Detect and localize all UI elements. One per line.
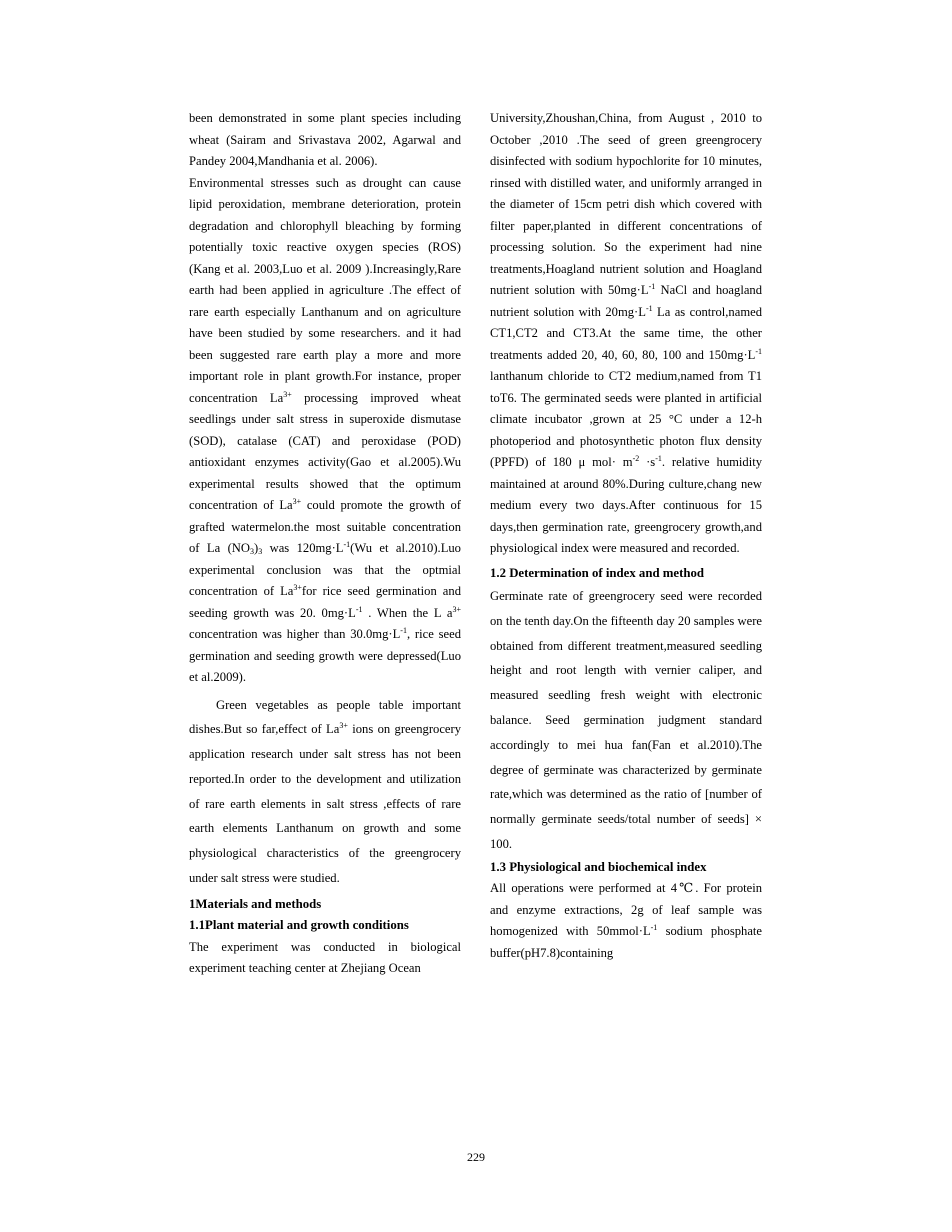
paragraph-germination-rate: Germinate rate of greengrocery seed were recorded on the tenth day.On the fifteenth day 20 samples were obtained from different treatment,measured seedling height and root length with vernier caliper, and measured seedling fresh weight with electronic balance. Seed germination judgment standard accordingly to mei hua fan(Fan et al.2010).The degree of germinate was characterized by germinate rate,which was determined as the ratio of [number of normally germinate seeds/total number of seeds] × 100. [490,589,762,851]
heading-materials-methods: 1Materials and methods [189,896,322,911]
right-column [490,108,762,964]
heading-plant-material: 1.1Plant material and growth conditions [189,918,409,933]
paragraph-experiment-location: The experiment was conducted in biological experiment teaching center at Zhejiang Ocean [189,939,461,976]
page-number: 229 [467,1150,485,1164]
paragraph-operations: All operations were performed at 4℃. For protein and enzyme extractions, 2g of leaf sample was homogenized with $50mmol\cdot L^{-1}$ sodium phosphate buffer(pH7.8)containing [490,881,762,960]
paragraph-intro-continued: been demonstrated in some plant species including wheat (Sairam and Srivastava 2002, Agarwal and Pandey 2004,Mandhania et al. 2006). [189,111,461,168]
left-column [189,108,461,980]
heading-determination-index: 1.2 Determination of index and method [490,565,704,580]
paragraph-environmental-stress: Environmental stresses such as drought can cause lipid peroxidation, membrane deterioration, protein degradation and chlorophyll bleaching by forming potentially toxic reactive oxygen species (ROS) (Kang et al. 2003,Luo et al. 2009 ).Increasingly,Rare earth had been applied in agriculture .The effect of rare earth especially Lanthanum and on agriculture have been studied by some researchers. and it had been suggested rare earth play a more and more important role in plant growth.For instance, proper concentration $La^{3+}$ processing improved wheat seedlings under salt stress in superoxide dismutase (SOD), catalase (CAT) and peroxidase (POD) antioxidant enzymes activity(Gao et al.2005).Wu experimental results showed that the optimum concentration of $La^{3+}$ could promote the growth of grafted watermelon.the most suitable concentration of La $(NO_3)_3$ was $120mg\cdot L^{-1}(Wu$ et al.2010).Luo experimental conclusion was that the optmial concentration of $La^{3+}for$ rice seed germination and seeding growth was 20. $0mg\cdot L^{-1}$ . When the L $a^{3+}$ concentration was higher than $30.0mg\cdot L^{-1}$, rice seed germination and seeding growth were depressed(Luo et al.2009). [189,175,461,684]
paragraph-green-vegetables: Green vegetables as people table important dishes.But so far,effect of $La^{3+}$ ions on greengrocery application research under salt stress has not been reported.In order to the development and utilization of rare earth elements in salt stress ,effects of rare earth elements Lanthanum on growth and some physiological characteristics of the greengrocery under salt stress were studied. [189,697,461,886]
paragraph-experiment-setup: University,Zhoushan,China, from August , 2010 to October ,2010 .The seed of green greengrocery disinfected with sodium hypochlorite for 10 minutes, rinsed with distilled water, and uniformly arranged in the diameter of 15cm petri dish which covered with filter paper,planted in different concentrations of processing solution. So the experiment had nine treatments,Hoagland nutrient solution and Hoagland nutrient solution with $50mg\cdot L^{-1}$ NaCl and hoagland nutrient solution with $20mg\cdot L^{-1}$ La as control,named CT1,CT2 and CT3.At the same time, the other treatments added 20, 40, 60, 80, 100 and $150mg\cdot L^{-1}$ lanthanum chloride to CT2 medium,named from T1 toT6. The germinated seeds were planted in artificial climate incubator ,grown at 25 °C under a 12-h photoperiod and photosynthetic photon flux density (PPFD) of 180 μ $mol\cdot m^{-2} \cdot s^{-1}$. relative humidity maintained at around 80%.During culture,chang new medium every two days.After continuous for 15 days,then germination rate, greengrocery growth,and physiological index were measured and recorded. [490,111,763,555]
heading-physiological-index: 1.3 Physiological and biochemical index [490,859,707,874]
